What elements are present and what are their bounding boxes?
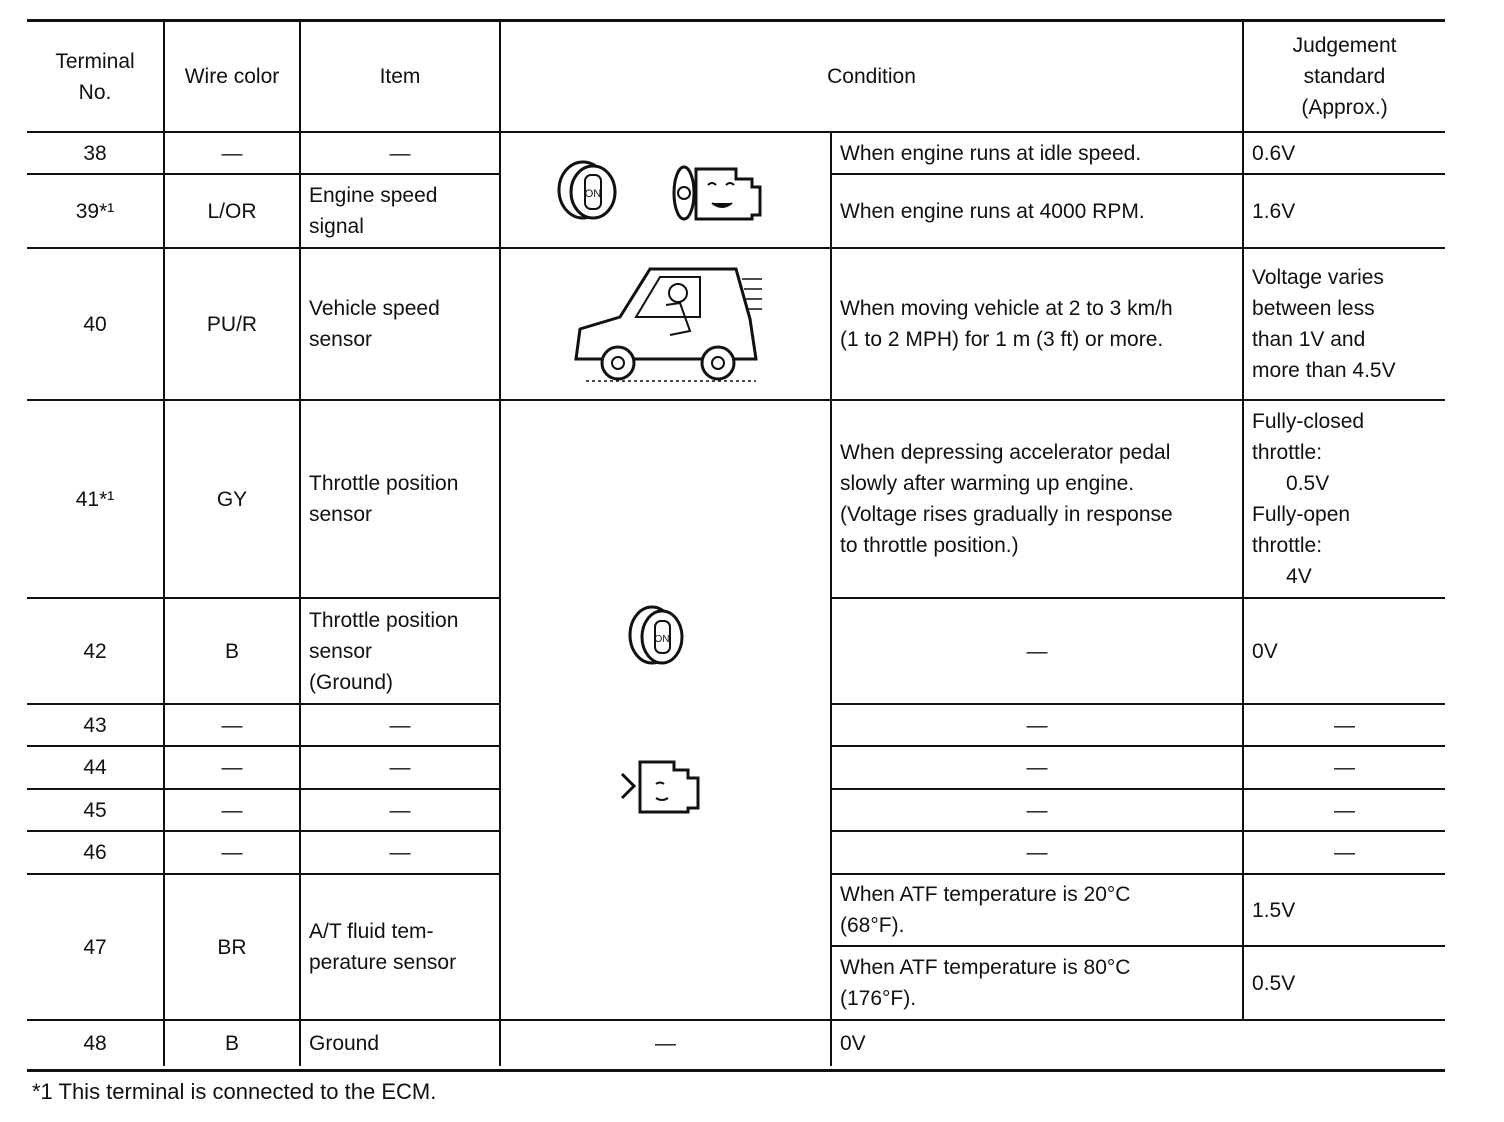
judgement-cell: 0.5V	[1243, 946, 1445, 1020]
table-row	[27, 132, 1445, 174]
condition-cell: When moving vehicle at 2 to 3 km/h (1 to 2 MPH) for 1 m (3 ft) or more.	[831, 248, 1243, 400]
terminal-cell: 44	[27, 746, 164, 789]
judgement-cell: —	[1243, 746, 1445, 789]
footnote: *1 This terminal is connected to the ECM.	[32, 1079, 437, 1104]
item-cell: —	[300, 132, 500, 174]
engine-icon	[616, 750, 716, 820]
terminal-cell: 41*¹	[27, 400, 164, 598]
judgement-cell: —	[1243, 831, 1445, 874]
judgement-cell: 0.6V	[1243, 132, 1445, 174]
svg-text:ON: ON	[584, 188, 601, 200]
wire-cell: L/OR	[164, 174, 300, 248]
item-cell: Vehicle speed sensor	[300, 248, 500, 400]
judgement-cell: 0V	[1243, 598, 1445, 704]
terminal-cell: 45	[27, 789, 164, 831]
judgement-cell: —	[1243, 789, 1445, 831]
terminal-cell: 47	[27, 874, 164, 1020]
terminal-cell: 40	[27, 248, 164, 400]
wire-cell: GY	[164, 400, 300, 598]
condition-cell: When engine runs at idle speed.	[831, 132, 1243, 174]
judgement-cell: 1.6V	[1243, 174, 1445, 248]
engine-running-icon	[668, 155, 778, 225]
wire-cell: PU/R	[164, 248, 300, 400]
terminal-cell: 48	[27, 1020, 164, 1066]
condition-icon-cell	[500, 248, 831, 400]
item-cell: A/T fluid tem- perature sensor	[300, 874, 500, 1020]
wire-cell: BR	[164, 874, 300, 1020]
header-condition: Condition	[500, 22, 1243, 132]
item-cell: —	[300, 789, 500, 831]
condition-icon-cell	[500, 132, 831, 248]
wire-cell: B	[164, 1020, 300, 1066]
condition-icon-cell	[500, 400, 831, 1020]
item-cell: Ground	[300, 1020, 500, 1066]
condition-cell: —	[500, 1020, 831, 1066]
wire-cell: —	[164, 789, 300, 831]
bottom-rule	[27, 1069, 1445, 1072]
condition-cell: When ATF temperature is 20°C (68°F).	[831, 874, 1243, 946]
judgement-cell: 1.5V	[1243, 874, 1445, 946]
item-cell: —	[300, 704, 500, 746]
terminal-cell: 43	[27, 704, 164, 746]
key-on-icon	[553, 155, 643, 225]
header-wire-color: Wire color	[164, 22, 300, 132]
wire-cell: —	[164, 746, 300, 789]
item-cell: Throttle position sensor (Ground)	[300, 598, 500, 704]
item-cell: Throttle position sensor	[300, 400, 500, 598]
condition-cell: —	[831, 789, 1243, 831]
terminal-cell: 42	[27, 598, 164, 704]
item-cell: —	[300, 831, 500, 874]
table-row	[27, 1020, 1445, 1066]
terminal-cell: 38	[27, 132, 164, 174]
svg-text:ON: ON	[654, 634, 669, 645]
wire-cell: —	[164, 132, 300, 174]
condition-cell: When engine runs at 4000 RPM.	[831, 174, 1243, 248]
condition-cell: —	[831, 831, 1243, 874]
item-cell: Engine speed signal	[300, 174, 500, 248]
item-cell: —	[300, 746, 500, 789]
wire-cell: —	[164, 831, 300, 874]
key-on-icon	[626, 600, 706, 670]
header-row	[27, 22, 1445, 132]
header-judgement: Judgement standard (Approx.)	[1243, 22, 1445, 132]
table-row	[27, 248, 1445, 400]
condition-cell: —	[831, 746, 1243, 789]
judgement-cell: —	[1243, 704, 1445, 746]
condition-cell: When ATF temperature is 80°C (176°F).	[831, 946, 1243, 1020]
header-terminal-no: Terminal No.	[27, 22, 164, 132]
judgement-cell: Fully-closed throttle: 0.5V Fully-open throttle: 4V	[1243, 400, 1445, 598]
terminal-cell: 46	[27, 831, 164, 874]
judgement-cell: 0V	[831, 1020, 1243, 1066]
judgement-cell: Voltage varies between less than 1V and more than 4.5V	[1243, 248, 1445, 400]
condition-cell: —	[831, 704, 1243, 746]
terminal-table	[27, 22, 1445, 1066]
terminal-cell: 39*¹	[27, 174, 164, 248]
condition-cell: When depressing accelerator pedal slowly after warming up engine. (Voltage rises gradually in response to throttle position.)	[831, 400, 1243, 598]
wire-cell: B	[164, 598, 300, 704]
vehicle-driving-icon	[566, 259, 766, 389]
wire-cell: —	[164, 704, 300, 746]
condition-cell: —	[831, 598, 1243, 704]
header-item: Item	[300, 22, 500, 132]
table-row	[27, 400, 1445, 598]
